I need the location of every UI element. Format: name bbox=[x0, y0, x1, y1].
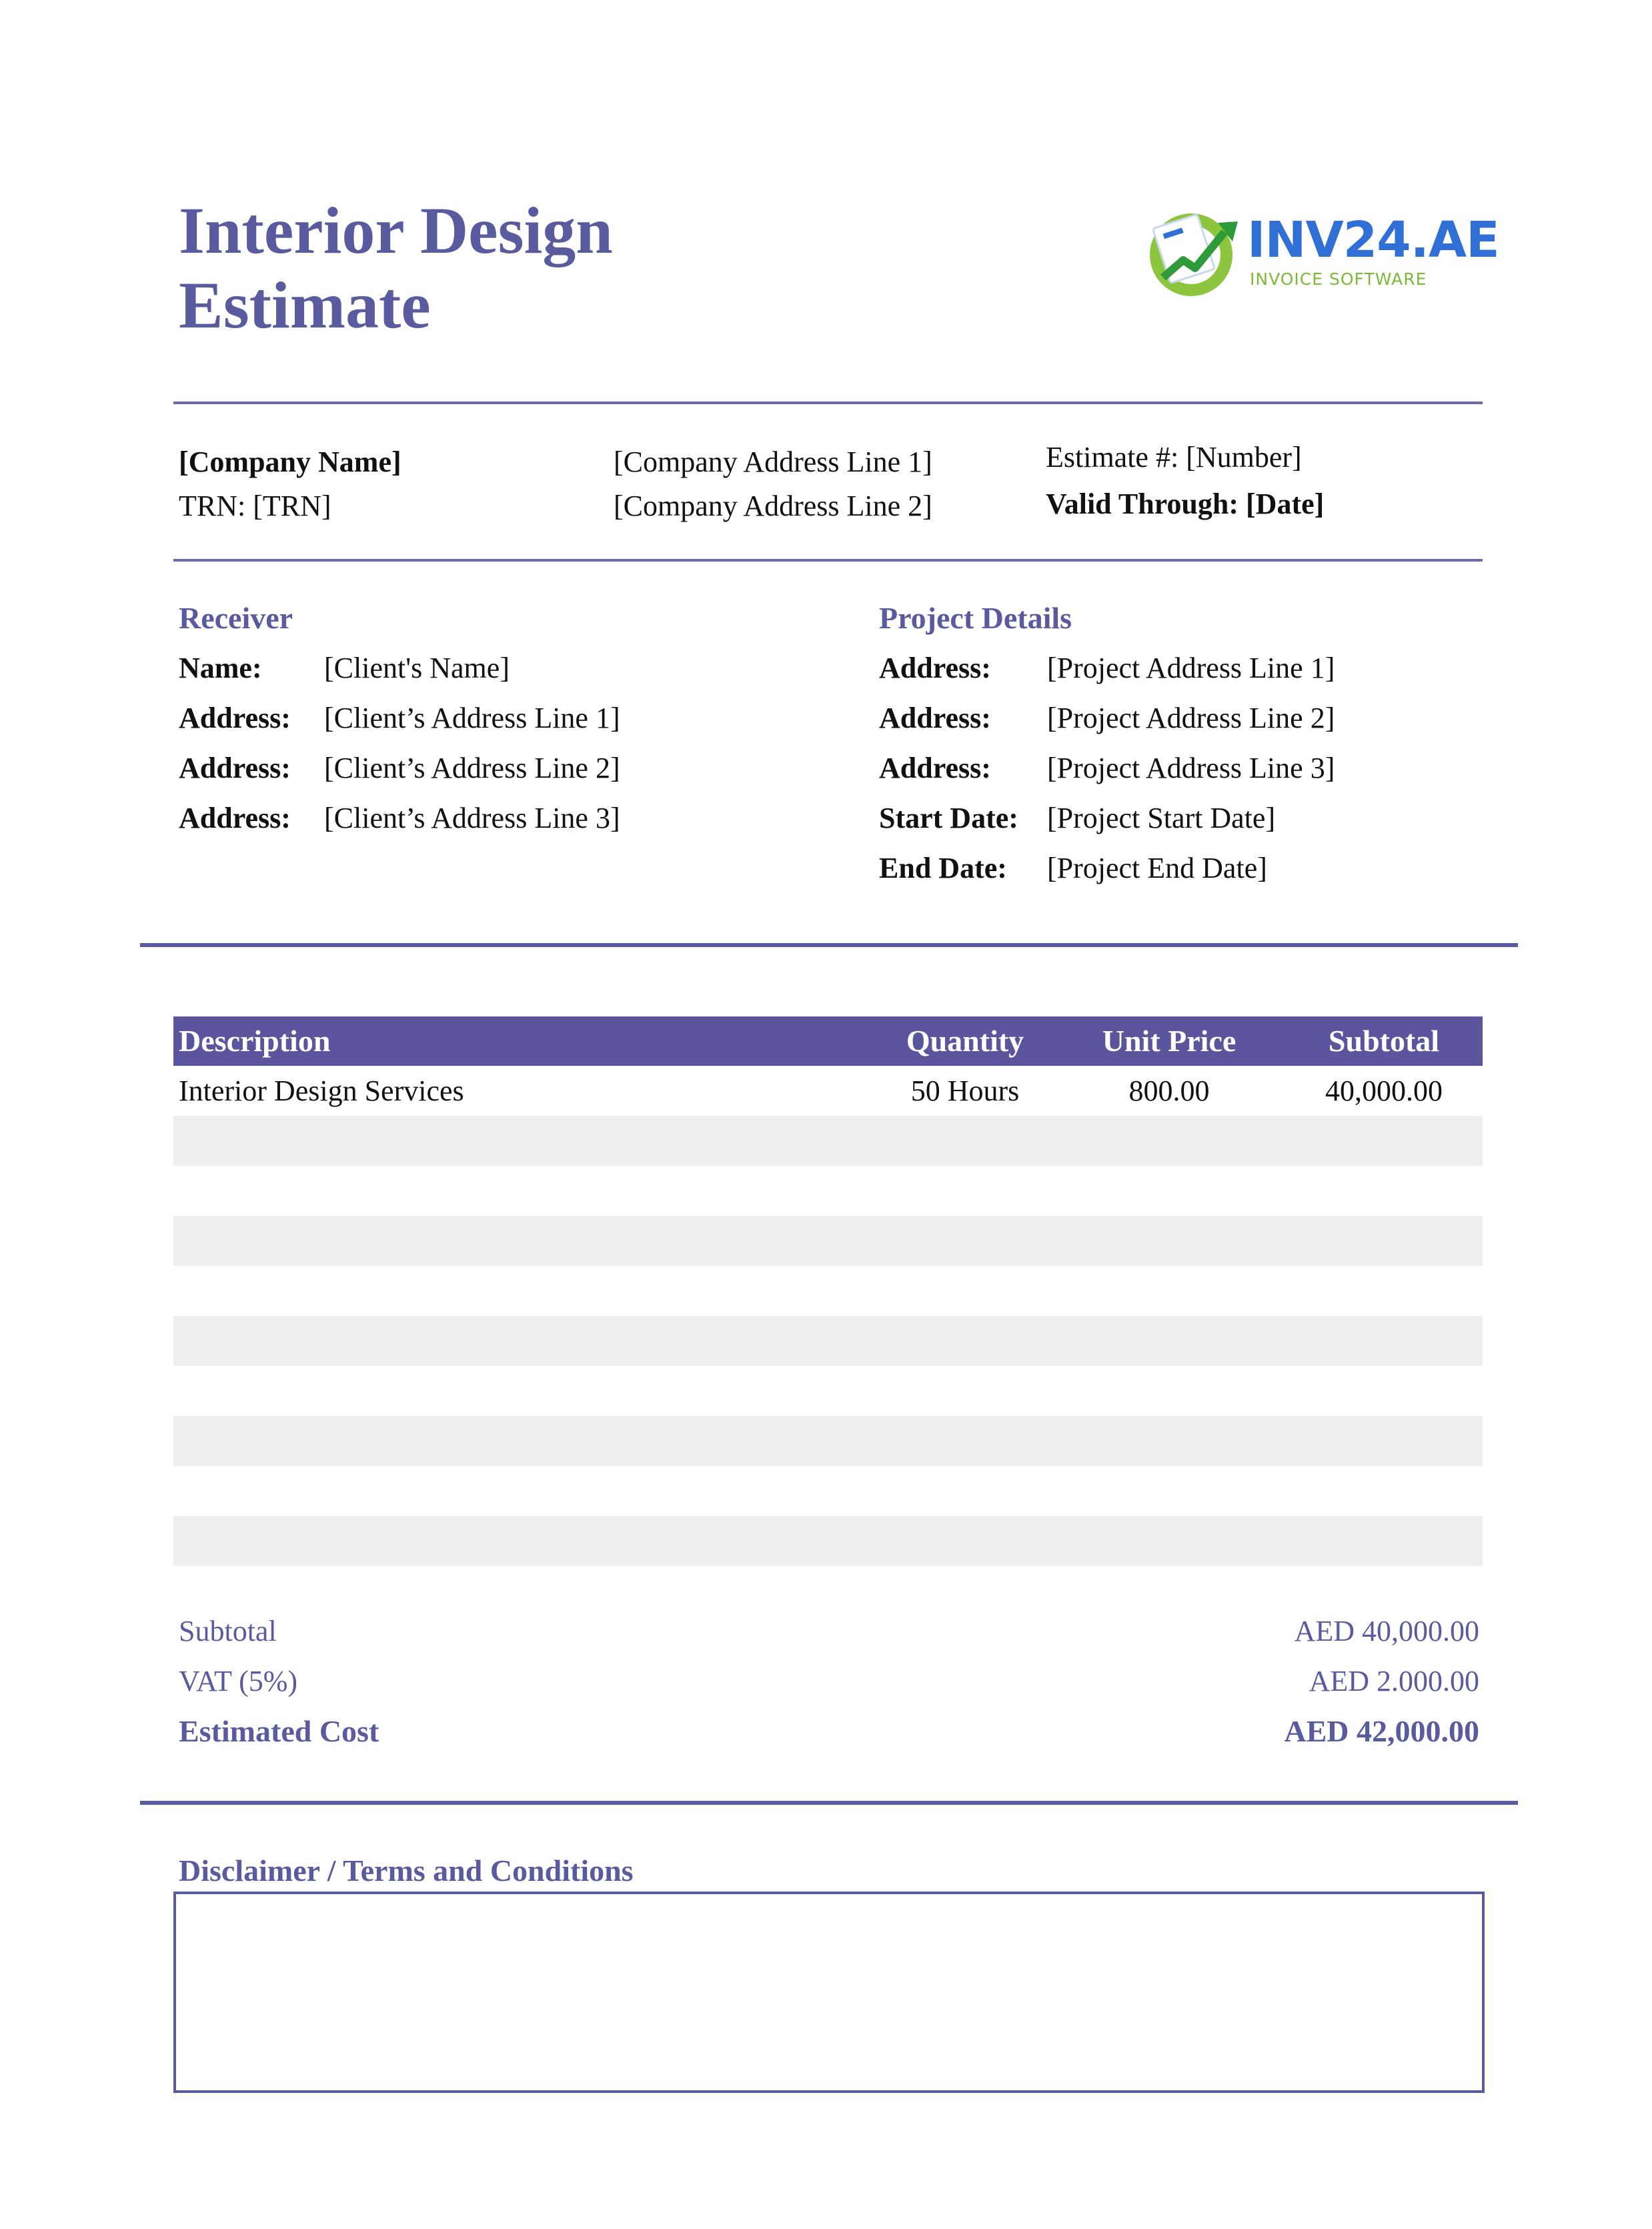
estimate-number bbox=[1046, 440, 1302, 475]
project-value: [Project Address Line 1] bbox=[1047, 652, 1335, 684]
project-value: [Project End Date] bbox=[1047, 852, 1267, 884]
title-line-2: Estimate bbox=[179, 268, 431, 342]
receiver-label: Address: bbox=[179, 752, 291, 784]
receiver-value: [Client's Name] bbox=[324, 652, 510, 684]
page-title bbox=[179, 193, 613, 343]
project-heading: Project Details bbox=[879, 601, 1072, 635]
company-address-line-1: [Company Address Line 1] bbox=[614, 446, 932, 478]
receiver-label: Address: bbox=[179, 802, 291, 834]
table-row-empty bbox=[173, 1316, 1483, 1366]
project-label: Address: bbox=[879, 652, 991, 684]
table-row-empty bbox=[173, 1366, 1483, 1416]
receiver-heading: Receiver bbox=[179, 601, 293, 635]
company-trn: TRN: [TRN] bbox=[179, 490, 331, 522]
estimate-number-label: Estimate #: bbox=[1046, 441, 1179, 474]
valid-through-label: Valid Through: bbox=[1046, 488, 1239, 520]
table-row-empty bbox=[173, 1416, 1483, 1466]
receiver-value: [Client’s Address Line 1] bbox=[324, 702, 620, 734]
estimated-cost-label: Estimated Cost bbox=[179, 1714, 379, 1748]
logo-name: INV24.AE bbox=[1247, 211, 1499, 269]
cell-subtotal: 40,000.00 bbox=[1325, 1074, 1443, 1107]
cell-quantity: 50 Hours bbox=[910, 1074, 1020, 1107]
logo-icon bbox=[1139, 203, 1246, 303]
table-row bbox=[173, 1066, 1483, 1116]
vat-label: VAT (5%) bbox=[179, 1665, 298, 1697]
vat-value: AED 2.000.00 bbox=[1309, 1665, 1479, 1697]
company-name: [Company Name] bbox=[179, 446, 401, 478]
cell-unit-price: 800.00 bbox=[1128, 1074, 1210, 1107]
column-header-subtotal: Subtotal bbox=[1328, 1024, 1440, 1058]
divider-header bbox=[173, 559, 1483, 562]
table-row-empty bbox=[173, 1116, 1483, 1166]
receiver-value: [Client’s Address Line 2] bbox=[324, 752, 620, 784]
receiver-label: Address: bbox=[179, 702, 291, 734]
valid-through-value: [Date] bbox=[1246, 488, 1325, 520]
estimated-cost-value: AED 42,000.00 bbox=[1284, 1714, 1479, 1748]
project-label: Start Date: bbox=[879, 802, 1018, 834]
table-header bbox=[173, 1016, 1483, 1066]
project-value: [Project Address Line 3] bbox=[1047, 752, 1335, 784]
company-address-line-2: [Company Address Line 2] bbox=[614, 490, 932, 522]
table-row-empty bbox=[173, 1166, 1483, 1216]
subtotal-value: AED 40,000.00 bbox=[1294, 1615, 1479, 1647]
table-row-empty bbox=[173, 1266, 1483, 1316]
company-logo bbox=[1139, 200, 1499, 307]
divider-totals bbox=[140, 1801, 1518, 1805]
receiver-label: Name: bbox=[179, 652, 262, 684]
column-header-quantity: Quantity bbox=[906, 1024, 1024, 1058]
terms-heading: Disclaimer / Terms and Conditions bbox=[179, 1853, 634, 1888]
project-value: [Project Address Line 2] bbox=[1047, 702, 1335, 734]
divider-details bbox=[140, 943, 1518, 947]
divider-top bbox=[173, 402, 1483, 404]
table-row-empty bbox=[173, 1216, 1483, 1266]
estimate-number-value: [Number] bbox=[1186, 441, 1302, 474]
project-label: Address: bbox=[879, 702, 991, 734]
title-line-1: Interior Design bbox=[179, 193, 613, 267]
column-header-unit-price: Unit Price bbox=[1102, 1024, 1236, 1058]
project-value: [Project Start Date] bbox=[1047, 802, 1276, 834]
subtotal-label: Subtotal bbox=[179, 1615, 277, 1647]
logo-tagline: INVOICE SOFTWARE bbox=[1250, 269, 1427, 289]
cell-description: Interior Design Services bbox=[179, 1074, 464, 1107]
terms-box bbox=[173, 1892, 1485, 2093]
project-label: Address: bbox=[879, 752, 991, 784]
receiver-value: [Client’s Address Line 3] bbox=[324, 802, 620, 834]
valid-through bbox=[1046, 487, 1324, 522]
column-header-description: Description bbox=[179, 1024, 331, 1058]
table-row-empty bbox=[173, 1466, 1483, 1516]
project-label: End Date: bbox=[879, 852, 1007, 884]
table-row-empty bbox=[173, 1516, 1483, 1566]
